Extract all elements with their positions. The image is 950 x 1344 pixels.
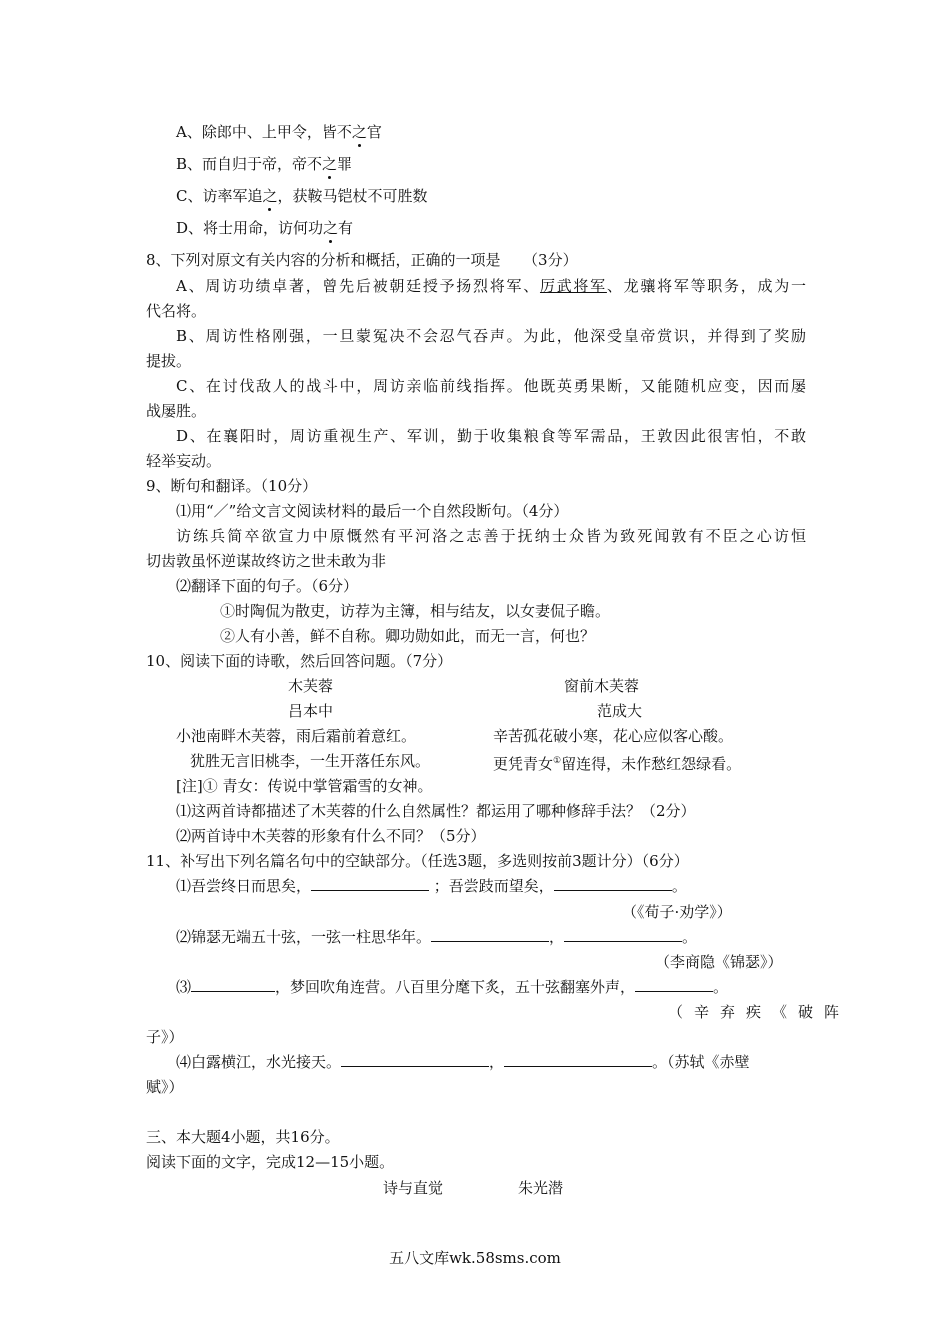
q8-option-b-line1: B、周访性格刚强，一旦蒙冤决不会忍气吞声。为此，他深受皇帝赏识，并得到了奖励 bbox=[176, 327, 806, 345]
poem1-line2: 犹胜无言旧桃李，一生开落任东风。 bbox=[190, 752, 431, 770]
blank-6[interactable] bbox=[635, 977, 713, 992]
q10-question-b: ⑵两首诗中木芙蓉的形象有什么不同？（5分） bbox=[176, 827, 486, 845]
blank-5[interactable] bbox=[191, 977, 275, 992]
q11-item3-source-cont: 子》） bbox=[146, 1028, 184, 1046]
q9-text-line1: 访练兵简卒欲宣力中原慨然有平河洛之志善于抚纳士众皆为致死闻敦有不臣之心访恒 bbox=[176, 527, 806, 545]
q11-item1-source: （《荀子·劝学》） bbox=[622, 903, 732, 921]
q9-sentence2: ②人有小善，鲜不自称。卿功勋如此，而无一言，何也？ bbox=[220, 627, 596, 645]
poem2-author: 范成大 bbox=[597, 702, 643, 720]
poem2-title: 窗前木芙蓉 bbox=[564, 677, 640, 695]
q7-option-b: B、而自归于帝，帝不之罪 bbox=[176, 155, 353, 173]
section3-intro: 阅读下面的文字，完成12—15小题。 bbox=[146, 1153, 395, 1171]
q10-question-a: ⑴这两首诗都描述了木芙蓉的什么自然属性？都运用了哪种修辞手法？（2分） bbox=[176, 802, 696, 820]
blank-7[interactable] bbox=[341, 1052, 489, 1067]
q9-sentence1: ①时陶侃为散吏，访荐为主簿，相与结友，以女妻侃子瞻。 bbox=[220, 602, 611, 620]
page-footer: 五八文库wk.58sms.com bbox=[389, 1249, 561, 1267]
q7-option-c: C、访率军追之，获鞍马铠杖不可胜数 bbox=[176, 187, 428, 205]
q7-option-a: A、除郎中、上甲令，皆不之官 bbox=[176, 123, 382, 141]
essay-title: 诗与直觉 bbox=[383, 1179, 444, 1197]
q11-item2-source: （李商隐《锦瑟》） bbox=[655, 953, 783, 971]
poem-note: [注]① 青女：传说中掌管霜雪的女神。 bbox=[176, 777, 433, 795]
poem1-title: 木芙蓉 bbox=[288, 677, 334, 695]
blank-1[interactable] bbox=[311, 876, 429, 891]
poem1-author: 吕本中 bbox=[288, 702, 334, 720]
q8-option-a-line1: A、周访功绩卓著，曾先后被朝廷授予扬烈将军、厉武将军、龙骧将军等职务，成为一 bbox=[176, 277, 806, 295]
q11-item3: ⑶ ，梦回吹角连营。八百里分麾下炙，五十弦翻塞外声， 。 bbox=[176, 978, 729, 996]
q11-item2: ⑵锦瑟无端五十弦，一弦一柱思华年。 ， 。 bbox=[176, 928, 698, 946]
q8-option-d-line2: 轻举妄动。 bbox=[146, 452, 222, 470]
q9-text-line2: 切齿敦虽怀逆谋故终访之世未敢为非 bbox=[146, 552, 387, 570]
section3-heading: 三、本大题4小题，共16分。 bbox=[146, 1128, 340, 1146]
blank-8[interactable] bbox=[504, 1052, 652, 1067]
blank-3[interactable] bbox=[431, 927, 549, 942]
q7-option-d: D、将士用命，访何功之有 bbox=[176, 219, 354, 237]
q8-option-a-line2: 代名将。 bbox=[146, 302, 207, 320]
q11-item4-source-cont: 赋》） bbox=[146, 1078, 184, 1096]
q8-option-b-line2: 提拔。 bbox=[146, 352, 192, 370]
q9-stem: 9、断句和翻译。（10分） bbox=[146, 477, 318, 495]
blank-4[interactable] bbox=[564, 927, 682, 942]
q8-option-c-line2: 战屡胜。 bbox=[146, 402, 207, 420]
q11-item4: ⑷白露横江，水光接天。 ， 。（苏轼《赤壁 bbox=[176, 1053, 750, 1071]
poem2-line2: 更凭青女①留连得，未作愁红怨绿看。 bbox=[493, 755, 742, 773]
essay-author: 朱光潜 bbox=[518, 1179, 564, 1197]
blank-2[interactable] bbox=[554, 876, 672, 891]
poem1-line1: 小池南畔木芙蓉，雨后霜前着意红。 bbox=[176, 727, 417, 745]
q11-item3-source: （辛弃疾《破阵 bbox=[668, 1003, 851, 1021]
q11-stem: 11、补写出下列名篇名句中的空缺部分。（任选3题，多选则按前3题计分）（6分） bbox=[146, 852, 689, 870]
q8-stem: 8、下列对原文有关内容的分析和概括，正确的一项是 （3分） bbox=[146, 251, 578, 269]
q8-option-d-line1: D、在襄阳时，周访重视生产、军训，勤于收集粮食等军需品，王敦因此很害怕，不敢 bbox=[176, 427, 806, 445]
q9-part2: ⑵翻译下面的句子。（6分） bbox=[176, 577, 359, 595]
poem2-line1: 辛苦孤花破小寒，花心应似客心酸。 bbox=[493, 727, 734, 745]
q10-stem: 10、阅读下面的诗歌，然后回答问题。（7分） bbox=[146, 652, 453, 670]
q9-part1: ⑴用“／”给文言文阅读材料的最后一个自然段断句。（4分） bbox=[176, 502, 569, 520]
q11-item1: ⑴吾尝终日而思矣， ；吾尝跂而望矣， 。 bbox=[176, 877, 687, 895]
q8-option-c-line1: C、在讨伐敌人的战斗中，周访亲临前线指挥。他既英勇果断，又能随机应变，因而屡 bbox=[176, 377, 806, 395]
